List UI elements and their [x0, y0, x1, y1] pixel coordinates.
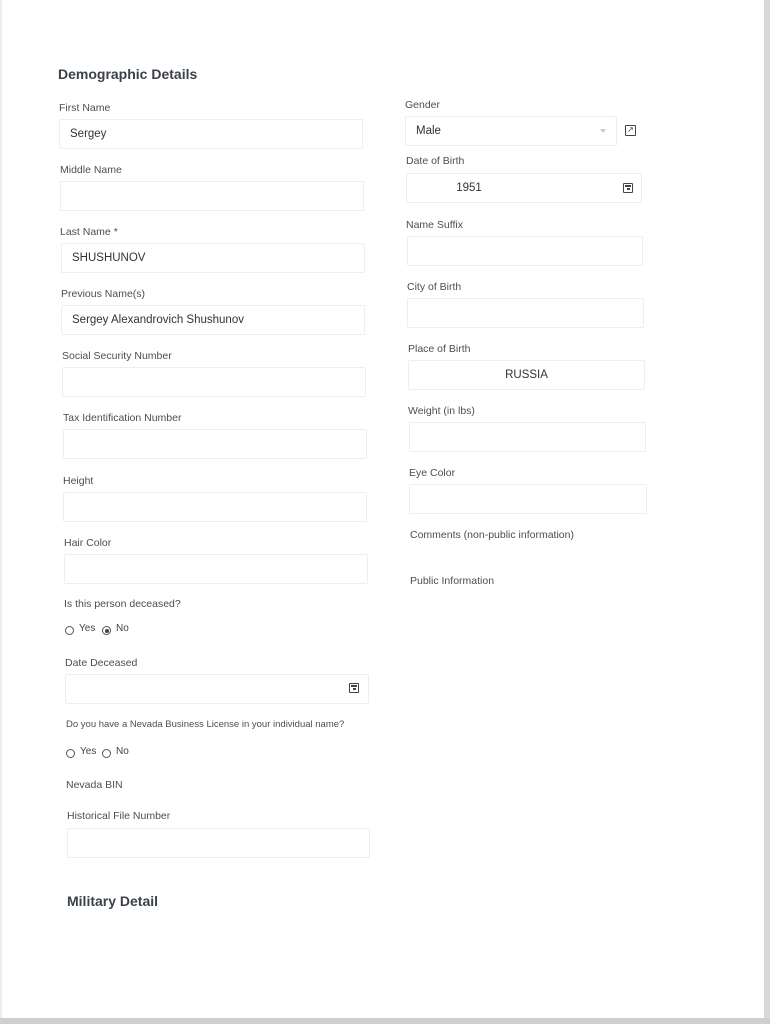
gender-label: Gender — [405, 99, 441, 111]
deceased-no-radio[interactable] — [102, 626, 111, 635]
deceased-yes-label: Yes — [79, 623, 96, 634]
page-edge-right — [764, 0, 770, 1024]
deceased-question: Is this person deceased? — [64, 598, 181, 610]
previous-names-label: Previous Name(s) — [61, 288, 146, 300]
name-suffix-label: Name Suffix — [406, 219, 463, 231]
chevron-down-icon[interactable] — [600, 129, 606, 133]
weight-field[interactable] — [409, 422, 646, 452]
place-of-birth-label: Place of Birth — [408, 343, 471, 355]
name-suffix-field[interactable] — [407, 236, 643, 266]
height-field[interactable] — [63, 492, 367, 522]
nevada-yes-radio[interactable] — [66, 749, 75, 758]
place-of-birth-field[interactable]: RUSSIA — [408, 360, 645, 390]
military-detail-title: Military Detail — [67, 893, 159, 909]
date-deceased-field[interactable] — [65, 674, 369, 704]
dob-label: Date of Birth — [406, 155, 465, 167]
calendar-icon[interactable] — [623, 183, 633, 193]
eye-color-label: Eye Color — [409, 467, 456, 479]
height-label: Height — [63, 475, 94, 487]
last-name-label: Last Name * — [60, 226, 118, 238]
city-of-birth-label: City of Birth — [407, 281, 462, 293]
middle-name-label: Middle Name — [60, 164, 122, 176]
nevada-no-radio[interactable] — [102, 749, 111, 758]
nevada-yes-label: Yes — [80, 746, 97, 757]
hair-color-label: Hair Color — [64, 537, 112, 549]
weight-label: Weight (in lbs) — [408, 405, 475, 417]
date-deceased-label: Date Deceased — [65, 657, 138, 669]
ssn-label: Social Security Number — [62, 350, 172, 362]
demographic-details-title: Demographic Details — [58, 66, 198, 82]
previous-names-field[interactable]: Sergey Alexandrovich Shushunov — [61, 305, 365, 335]
historical-file-label: Historical File Number — [67, 810, 171, 822]
city-of-birth-field[interactable] — [407, 298, 644, 328]
public-information-label: Public Information — [410, 575, 495, 587]
last-name-field[interactable]: SHUSHUNOV — [61, 243, 365, 273]
historical-file-field[interactable] — [67, 828, 370, 858]
deceased-yes-radio[interactable] — [65, 626, 74, 635]
page-edge-bottom — [0, 1018, 770, 1024]
external-link-icon[interactable]: ↗ — [625, 125, 636, 136]
comments-label: Comments (non-public information) — [410, 529, 574, 541]
required-marker: * — [113, 226, 118, 238]
dob-field[interactable]: 1951 — [406, 173, 642, 203]
hair-color-field[interactable] — [64, 554, 368, 584]
middle-name-field[interactable] — [60, 181, 364, 211]
ssn-field[interactable] — [62, 367, 366, 397]
first-name-field[interactable]: Sergey — [59, 119, 363, 149]
nevada-no-label: No — [116, 746, 129, 757]
eye-color-field[interactable] — [409, 484, 647, 514]
tin-label: Tax Identification Number — [63, 412, 182, 424]
tin-field[interactable] — [63, 429, 367, 459]
nevada-bin-label: Nevada BIN — [66, 779, 123, 791]
nevada-license-question: Do you have a Nevada Business License in your individual name? — [66, 719, 345, 730]
page-edge-left — [0, 0, 2, 1024]
gender-select[interactable]: Male — [405, 116, 617, 146]
calendar-icon[interactable] — [349, 683, 359, 693]
deceased-no-label: No — [116, 623, 129, 634]
first-name-label: First Name — [59, 102, 111, 114]
